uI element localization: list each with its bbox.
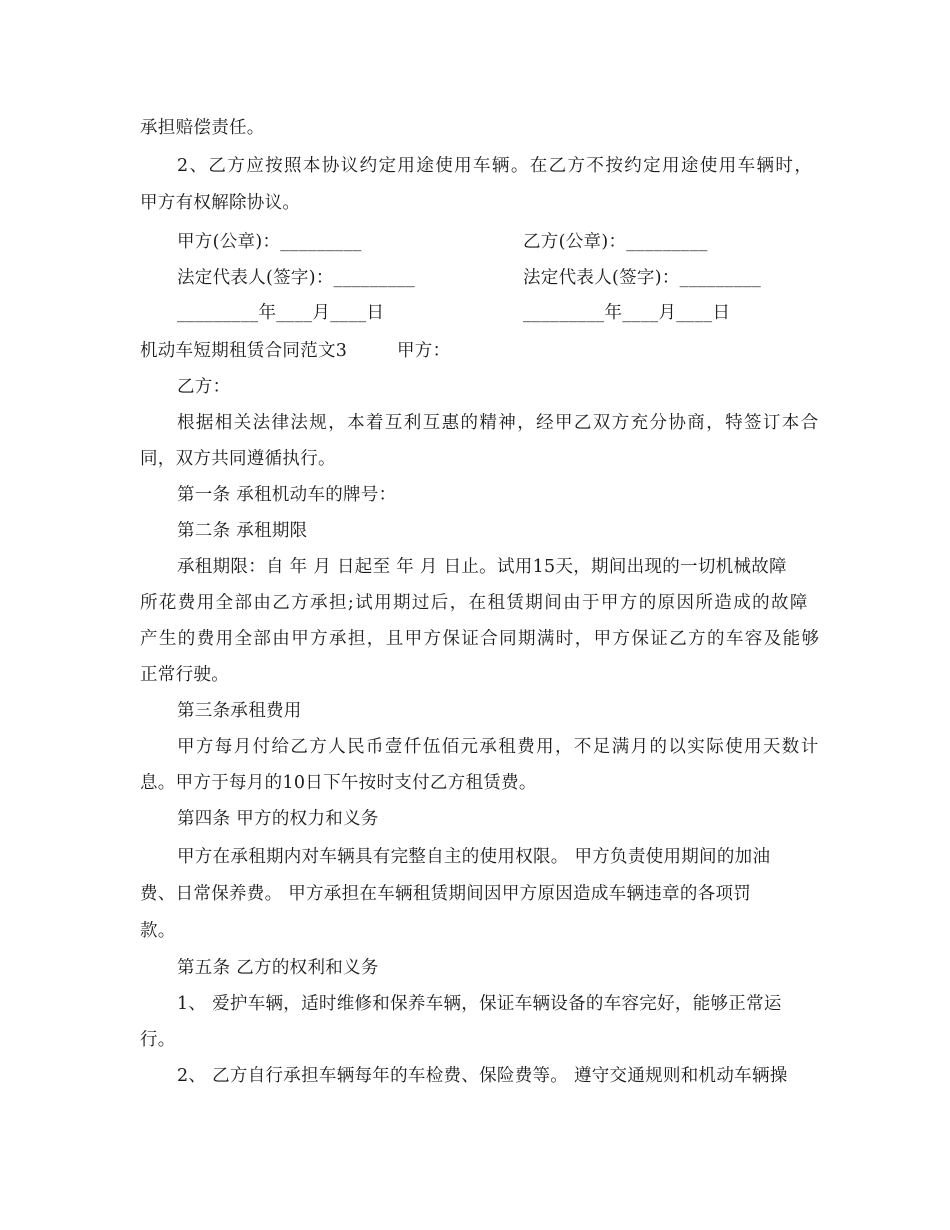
text-line: 2、 乙方自行承担车辆每年的车检费、保险费等。 遵守交通规则和机动车辆操	[177, 1066, 788, 1086]
signature-party-b-date: _________年____月____日	[523, 303, 731, 323]
signature-party-a-seal: 甲方(公章)：_________	[177, 232, 362, 252]
text-line: 息。甲方于每月的10日下午按时支付乙方租赁费。	[140, 773, 537, 793]
signature-party-b-seal: 乙方(公章)：_________	[523, 232, 708, 252]
clause-heading: 第五条 乙方的权利和义务	[177, 958, 379, 978]
text-line: 根据相关法律法规，本着互利互惠的精神，经甲乙双方充分协商，特签订本合	[177, 413, 820, 433]
clause-heading: 第二条 承租期限	[177, 521, 308, 541]
text-line: 费、日常保养费。 甲方承担在车辆租赁期间因甲方原因造成车辆违章的各项罚	[140, 884, 752, 904]
signature-party-a-date: _________年____月____日	[177, 303, 385, 323]
text-line: 正常行驶。	[140, 665, 229, 685]
text-line: 承租期限：自 年 月 日起至 年 月 日止。试用15天，期间出现的一切机械故障	[177, 557, 787, 577]
signature-party-b-rep: 法定代表人(签字)：_________	[523, 268, 762, 288]
text-line: 甲方每月付给乙方人民币壹仟伍佰元承租费用，不足满月的以实际使用天数计	[177, 737, 820, 757]
clause-heading: 第三条承租费用	[177, 701, 302, 721]
contract-title: 机动车短期租赁合同范文3	[140, 341, 348, 361]
party-a-label: 甲方：	[397, 341, 451, 361]
text-line: 甲方有权解除协议。	[140, 193, 301, 213]
text-line: 行。	[140, 1030, 176, 1050]
text-line: 产生的费用全部由甲方承担，且甲方保证合同期满时，甲方保证乙方的车容及能够	[140, 629, 821, 649]
clause-heading: 第一条 承租机动车的牌号：	[177, 485, 397, 505]
clause-heading: 第四条 甲方的权力和义务	[177, 809, 379, 829]
text-line: 款。	[140, 921, 176, 941]
text-line: 2、乙方应按照本协议约定用途使用车辆。在乙方不按约定用途使用车辆时，	[177, 156, 814, 176]
signature-party-a-rep: 法定代表人(签字)：_________	[177, 268, 416, 288]
text-line: 所花费用全部由乙方承担;试用期过后，在租赁期间由于甲方的原因所造成的故障	[140, 593, 809, 613]
party-b-label: 乙方：	[177, 377, 231, 397]
text-line: 承担赔偿责任。	[140, 118, 265, 138]
text-line: 同，双方共同遵循执行。	[140, 449, 336, 469]
text-line: 甲方在承租期内对车辆具有完整自主的使用权限。 甲方负责使用期间的加油	[177, 847, 771, 867]
text-line: 1、 爱护车辆，适时维修和保养车辆，保证车辆设备的车容完好，能够正常运	[177, 994, 782, 1014]
